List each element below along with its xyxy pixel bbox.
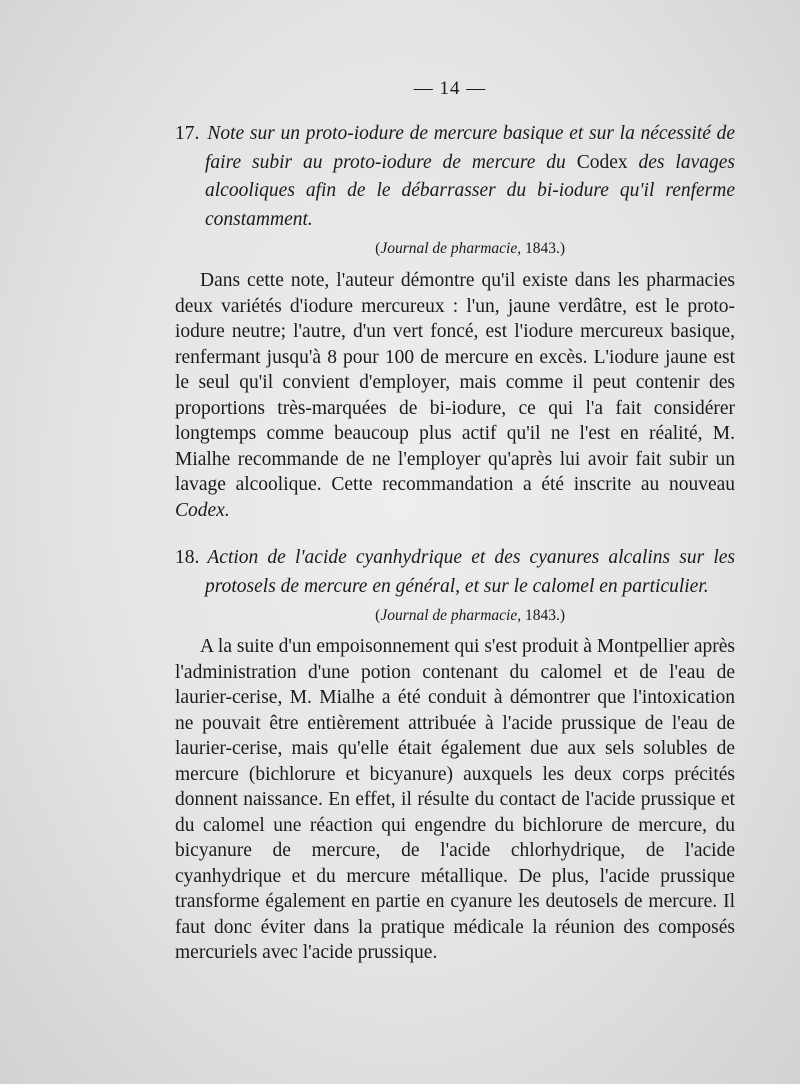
entry-17-number: 17.	[175, 123, 200, 144]
entry-17-title-part-2: des lavages alcooliques afin de le débarrasser du bi-iodure qu'il renferme constamment.	[205, 151, 735, 230]
entry-18-number: 18.	[175, 547, 200, 568]
entry-18-title-block	[175, 544, 735, 601]
entry-18-body: A la suite d'un empoisonnement qui s'est produit à Montpellier après l'administration d'une potion contenant du calomel et de l'eau de laurier-cerise, M. Mialhe a été conduit à démontrer que l'intoxication ne pouvait être entièrement attribuée à l'acide prussique de l'eau de laurier-cerise, mais qu'elle était également due aux sels solubles de mercure (bichlorure et bicyanure) auxquels les deux corps précités donnent naissance. En effet, il résulte du contact de l'acide prussique et du calomel une réaction qui engendre du bichlorure de mercure, du bicyanure de mercure, de l'acide chlorhydrique, de l'acide cyanhydrique et du mercure métallique. De plus, l'acide prussique transforme également en partie en cyanure les deutosels de mercure. Il faut donc éviter dans la pratique médicale la réunion des composés mercuriels avec l'acide prussique.	[175, 636, 735, 963]
entry-18-heading	[175, 544, 735, 631]
entry-18-source-year: 1843.	[524, 607, 560, 624]
entry-17-title	[205, 123, 735, 230]
entry-17-body-text: Dans cette note, l'auteur démontre qu'il existe dans les pharmacies deux variétés d'iodure mercureux : l'un, jaune verdâtre, est le proto-iodure neutre; l'autre, d'un vert foncé, est l'iodure mercureux basique, renfermant jusqu'à 8 pour 100 de mercure en excès. L'iodure jaune est le seul qu'il convient d'employer, mais comme il peut contenir des proportions très-marquées de bi-iodure, ce qui l'a fait considérer longtemps comme beaucoup plus actif qu'il ne l'est en réalité, M. Mialhe recommande de ne l'employer qu'après lui avoir fait subir un lavage alcoolique. Cette recommandation a été inscrite au nouveau	[175, 270, 735, 495]
entry-17-source-year: 1843.	[524, 240, 560, 257]
entry-17-heading	[175, 120, 735, 264]
entry-17-body	[175, 268, 735, 523]
entry-18-source: (Journal de pharmacie, 1843.)	[375, 607, 565, 624]
entry-18-source-journal: Journal de pharmacie,	[380, 607, 522, 624]
entry-17-title-part-1: Note sur un proto-iodure de mercure basique et sur la nécessité de faire subir au proto-iodure de mercure du	[205, 123, 735, 173]
page-number: — 14 —	[413, 78, 487, 99]
entry-17-title-block	[175, 120, 735, 234]
entry-17-title-codex: Codex	[576, 151, 628, 173]
entry-18-title: Action de l'acide cyanhydrique et des cyanures alcalins sur les protosels de mercure en général, et sur le calomel en particulier.	[205, 547, 735, 597]
entry-17-body-codex: Codex.	[175, 499, 230, 521]
entry-17-source-journal: Journal de pharmacie,	[380, 240, 522, 257]
entry-17-source: (Journal de pharmacie, 1843.)	[375, 240, 565, 257]
